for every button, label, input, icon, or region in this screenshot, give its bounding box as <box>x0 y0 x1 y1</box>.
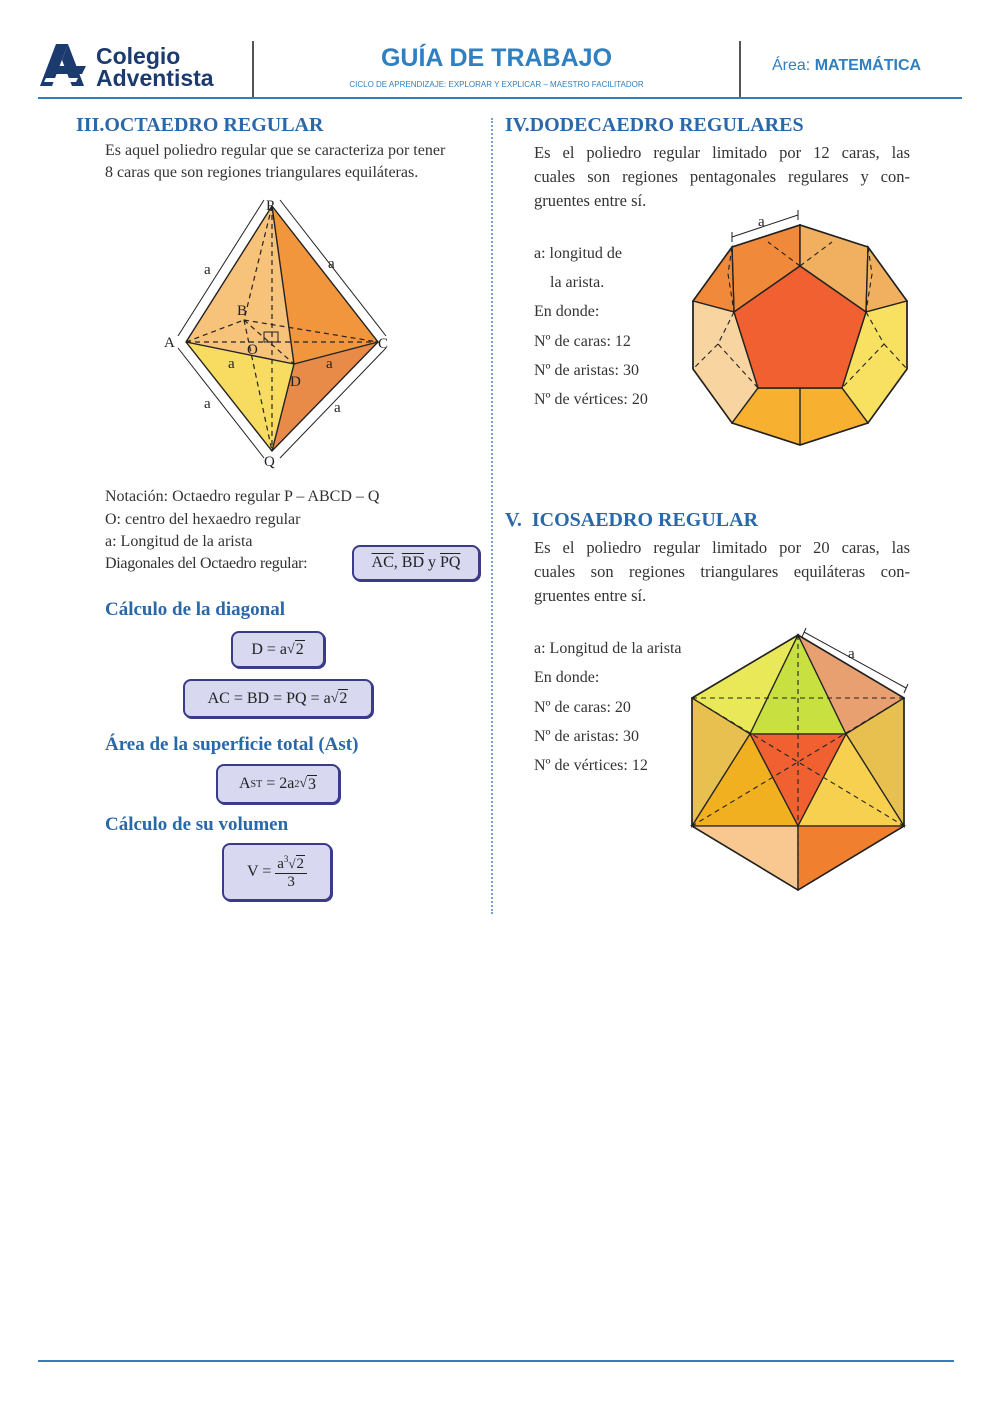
label-o: O <box>247 342 258 358</box>
dodecahedron-figure <box>688 204 913 449</box>
dodecaedro-desc-1: Es el poliedro regular limitado por 12 caras, las <box>534 143 910 162</box>
diag-bd: $\overline{BD}$ <box>401 554 424 571</box>
formula-d-box: D = a √ 2 <box>231 631 325 668</box>
page-title: GUÍA DE TRABAJO <box>380 44 613 72</box>
icosaedro-vertices: Nº de vértices: 12 <box>534 757 648 774</box>
label-d: D <box>290 374 301 390</box>
octaedro-description-2: 8 caras que son regiones triangulares equiláteras. <box>105 164 419 181</box>
label-c: C <box>378 336 389 352</box>
dodecaedro-desc-3: gruentes entre sí. <box>534 191 647 210</box>
diagonals-formula-box: $\overline{AC}$ , $\overline{BD}$ y $\overline{PQ}$ <box>352 545 480 581</box>
icosa-label-a: a <box>848 646 855 662</box>
dodecaedro-vertices: Nº de vértices: 20 <box>534 391 648 408</box>
area-value: MATEMÁTICA <box>814 57 922 74</box>
logo-line-1: Colegio <box>96 43 181 69</box>
area-label <box>772 57 921 75</box>
label-q: Q <box>264 454 275 470</box>
label-a-vertex: A <box>164 335 175 351</box>
diag-y: y <box>428 554 436 571</box>
label-a-1: a <box>204 262 211 278</box>
header-divider-right <box>739 41 741 98</box>
octahedron-figure <box>160 196 400 471</box>
column-divider <box>491 118 493 914</box>
dodecaedro-edge-2: la arista. <box>550 274 605 291</box>
icosaedro-desc-3: gruentes entre sí. <box>534 586 647 605</box>
diag-pq: $\overline{PQ}$ <box>440 554 461 571</box>
formula-diags-rad: 2 <box>339 690 348 707</box>
icosaedro-edges: Nº de aristas: 30 <box>534 728 639 745</box>
icosaedro-desc-1: Es el poliedro regular limitado por 20 caras, las <box>534 538 910 557</box>
area-title: Área de la superficie total (Ast) <box>105 734 359 755</box>
dodecaedro-where: En donde: <box>534 303 600 320</box>
formula-area-box: A ST = 2a 2 √ 3 <box>216 764 340 804</box>
label-b: B <box>237 303 248 319</box>
label-p: P <box>266 198 275 214</box>
octaedro-diagonals-label: Diagonales del Octaedro regular: <box>105 555 308 572</box>
area-label-text: Área: <box>772 57 811 74</box>
icosaedro-title: V. ICOSAEDRO REGULAR <box>505 509 759 531</box>
formula-area-sub: ST <box>250 778 263 790</box>
formula-diags: AC = BD = PQ = a <box>207 689 331 707</box>
formula-area-exp: 2 <box>294 778 300 790</box>
octaedro-description-1: Es aquel poliedro regular que se caracteriza por tener <box>105 142 446 159</box>
icosaedro-desc-2: cuales son regiones triangulares equiláteras con- <box>534 562 910 581</box>
dodecaedro-faces: Nº de caras: 12 <box>534 333 631 350</box>
diag-ac: $\overline{AC}$ <box>371 554 394 571</box>
label-a-4: a <box>326 356 333 372</box>
logo-icon <box>38 42 88 88</box>
formula-diagonals-box: AC = BD = PQ = a √ 2 <box>183 679 373 718</box>
formula-vol-num-rad: 2 <box>296 855 305 872</box>
formula-vol-num-exp: 3 <box>283 853 289 864</box>
octaedro-center: O: centro del hexaedro regular <box>105 511 301 528</box>
icosaedro-where: En donde: <box>534 669 600 686</box>
dodecaedro-edge-1: a: longitud de <box>534 245 622 262</box>
icosaedro-edge: a: Longitud de la arista <box>534 640 682 657</box>
octaedro-edge: a: Longitud de la arista <box>105 533 253 550</box>
formula-d-rad: 2 <box>295 641 304 658</box>
formula-volume-box: V = $\frac{a^3√2}{3}$ <box>222 843 332 901</box>
octaedro-title: III.OCTAEDRO REGULAR <box>76 114 324 136</box>
label-a-6: a <box>334 400 341 416</box>
page-subtitle: CICLO DE APRENDIZAJE: EXPLORAR Y EXPLICAR – MAESTRO FACILITADOR <box>349 80 644 89</box>
calc-diagonal-title: Cálculo de la diagonal <box>105 599 285 620</box>
formula-vol-num: a <box>277 855 284 872</box>
formula-area-eq: = 2a <box>266 775 295 792</box>
header-rule <box>38 97 962 99</box>
label-a-2: a <box>328 256 335 272</box>
formula-vol-lhs: V = <box>246 863 272 880</box>
icosahedron-figure <box>688 628 918 898</box>
formula-d: D = a <box>251 640 287 658</box>
label-a-5: a <box>204 396 211 412</box>
formula-area-a: A <box>238 775 251 792</box>
label-a-3: a <box>228 356 235 372</box>
dodeca-label-a: a <box>758 214 765 230</box>
footer-rule <box>38 1360 954 1362</box>
header <box>0 0 1000 100</box>
volume-title: Cálculo de su volumen <box>105 814 289 835</box>
dodecaedro-title: IV.DODECAEDRO REGULARES <box>505 114 804 136</box>
dodecaedro-desc-2: cuales son regiones pentagonales regulares y con- <box>534 167 910 186</box>
formula-area-rad: 3 <box>308 775 317 793</box>
formula-vol-den: 3 <box>287 873 295 890</box>
icosaedro-faces: Nº de caras: 20 <box>534 699 631 716</box>
dodecaedro-edges: Nº de aristas: 30 <box>534 362 639 379</box>
octaedro-notation: Notación: Octaedro regular P – ABCD – Q <box>105 488 380 505</box>
logo-line-2: Adventista <box>96 65 214 91</box>
